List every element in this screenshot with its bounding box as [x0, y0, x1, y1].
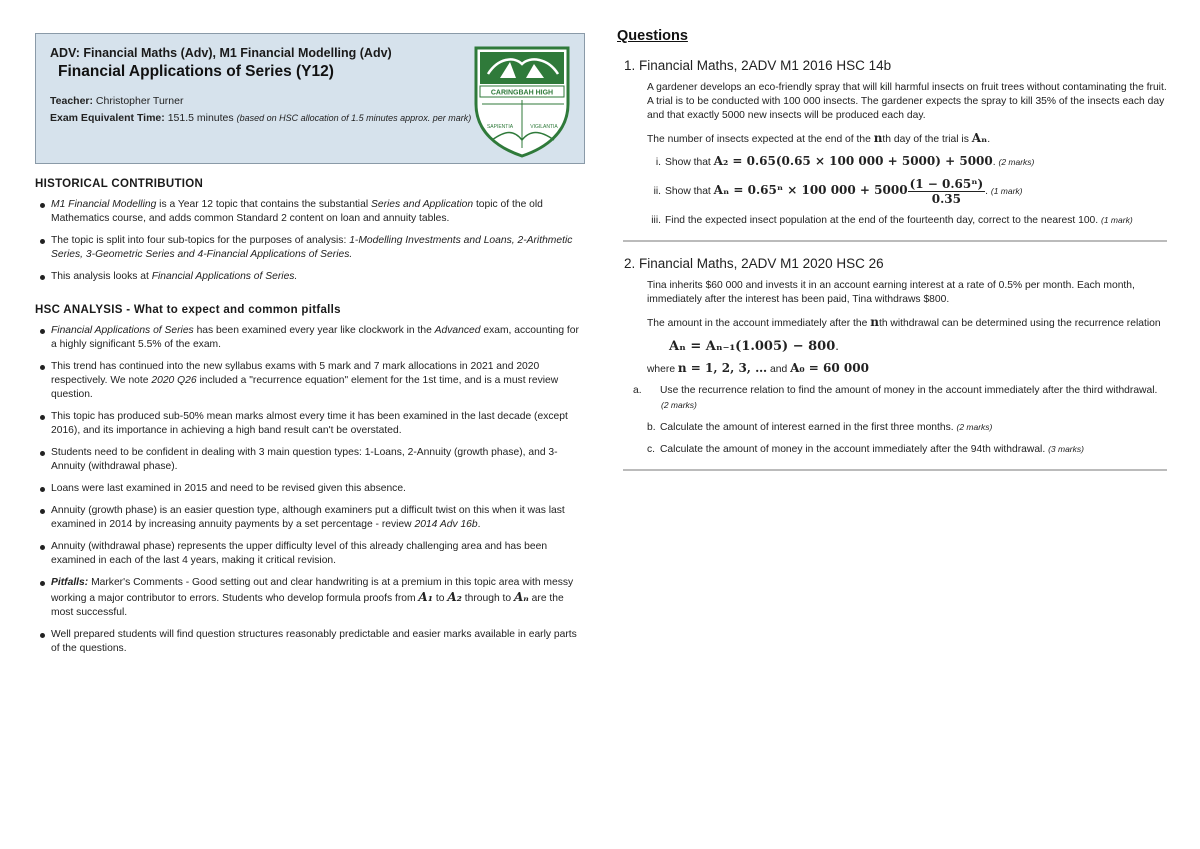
- q2-where: where n = 1, 2, 3, … and A₀ = 60 000: [647, 361, 869, 375]
- divider: [623, 240, 1167, 242]
- list-item: The topic is split into four sub-topics for the purposes of analysis: 1-Modelling Investments and Loans, 2-Arithmetic Series, 3-Geometric Series and 4-Financial Applications of Series.: [51, 234, 585, 262]
- q2-part-b: b. Calculate the amount of interest earned in the first three months. (2 marks): [647, 422, 993, 433]
- q1-definition: The number of insects expected at the end of the nth day of the trial is Aₙ.: [647, 131, 991, 145]
- header-box: [35, 33, 585, 164]
- exam-label: Exam Equivalent Time:: [50, 112, 165, 124]
- exam-value: 151.5 minutes: [167, 112, 234, 124]
- page-title: Financial Applications of Series (Y12): [58, 63, 334, 80]
- q2-recurrence: Aₙ = Aₙ₋₁(1.005) − 800.: [669, 338, 839, 354]
- question-1-title: 1. Financial Maths, 2ADV M1 2016 HSC 14b: [624, 58, 892, 73]
- list-item: Pitfalls: Marker's Comments - Good setting out and clear handwriting is at a premium in this topic area with messy working a major contributor to errors. Students who develop formula proofs from A₁ to A₂ through to Aₙ are the most successful.: [51, 576, 585, 620]
- left-column: [35, 33, 585, 664]
- crest-text: CARINGBAH HIGH: [490, 89, 554, 97]
- q1-part-ii: ii. Show that Aₙ = 0.65ⁿ × 100 000 + 5000 $\frac{\text{(1 − 0.65ⁿ)}}{0.35}$ . (1 mark): [653, 177, 1023, 206]
- list-item: Financial Applications of Series has been examined every year like clockwork in the Advanced exam, accounting for a highly significant 5.5% of the exam.: [51, 324, 585, 352]
- list-item: Well prepared students will find question structures reasonably predictable and easier marks available in early parts of the questions.: [51, 628, 585, 656]
- crest-motto-right: VIGILANTIA: [530, 124, 558, 130]
- question-1-body: [647, 81, 1167, 228]
- historical-list: [35, 198, 585, 284]
- q2-part-a: a. Use the recurrence relation to find the amount of money in the account immediately after the third withdrawal. (2 marks): [633, 385, 1158, 410]
- q1-part-i: i. Show that A₂ = 0.65(0.65 × 100 000 + 5000) + 5000. (2 marks): [655, 154, 1035, 168]
- teacher-label: Teacher:: [50, 95, 93, 107]
- list-item: This trend has continued into the new syllabus exams with 5 mark and 7 mark allocations in 2021 and 2020 respectively. We note 2020 Q26 included a "recurrence equation" element for the 1st time, and is a must review question.: [51, 360, 585, 402]
- exam-note: (based on HSC allocation of 1.5 minutes approx. per mark): [236, 113, 472, 123]
- q2-part-c: c. Calculate the amount of money in the account immediately after the 94th withdrawal. (3 marks): [647, 444, 1084, 455]
- list-item: This analysis looks at Financial Applications of Series.: [51, 270, 585, 284]
- list-item: Students need to be confident in dealing with 3 main question types: 1-Loans, 2-Annuity (growth phase), and 3-Annuity (withdrawal phase).: [51, 446, 585, 474]
- list-item: Loans were last examined in 2015 and need to be revised given this absence.: [51, 482, 585, 496]
- q1-part-iii: iii. Find the expected insect population at the end of the fourteenth day, correct to the nearest 100. (1 mark): [651, 215, 1133, 226]
- list-item: Annuity (growth phase) is an easier question type, although examiners put a difficult twist on this when it was last examined in 2014 by increasing annuity payments by a set percentage - review 2014 Adv 16b.: [51, 504, 585, 532]
- crest-motto-left: SAPIENTIA: [486, 124, 514, 130]
- analysis-heading: HSC ANALYSIS - What to expect and common pitfalls: [35, 304, 341, 316]
- analysis-list: [35, 324, 585, 656]
- divider: [623, 469, 1167, 471]
- teacher-name: Christopher Turner: [95, 95, 184, 107]
- school-crest-icon: [470, 44, 574, 158]
- exam-time-line: [50, 111, 490, 125]
- right-column: [617, 26, 1167, 471]
- q1-intro: A gardener develops an eco-friendly spray that will kill harmful insects on fruit trees without contaminating the fruit. A trial is to be conducted with 100 000 insects. The gardener expects the spray to kill 35% of the insects each day and that exactly 5000 new insects will be produced each day.: [647, 82, 1167, 121]
- q2-definition: The amount in the account immediately after the nth withdrawal can be determined using the recurrence relation: [647, 315, 1161, 329]
- questions-heading: Questions: [617, 28, 688, 44]
- question-2-title: 2. Financial Maths, 2ADV M1 2020 HSC 26: [624, 256, 884, 271]
- list-item: This topic has produced sub-50% mean marks almost every time it has been examined in the last decade (except 2016), and its importance in achieving a high band result can't be overstated.: [51, 410, 585, 438]
- list-item: M1 Financial Modelling is a Year 12 topic that contains the substantial Series and Application topic of the old Mathematics course, and adds common Standard 2 content on loan and annuity tables.: [51, 198, 585, 226]
- question-2-body: [633, 279, 1167, 457]
- course-line: ADV: Financial Maths (Adv), M1 Financial Modelling (Adv): [50, 46, 392, 60]
- historical-heading: HISTORICAL CONTRIBUTION: [35, 178, 204, 190]
- list-item: Annuity (withdrawal phase) represents the upper difficulty level of this already challenging area and has been examined in each of the last 4 years, making it critical revision.: [51, 540, 585, 568]
- q2-intro: Tina inherits $60 000 and invests it in an account earning interest at a rate of 0.5% per month. Each month, immediately after the interest has been paid, Tina withdraws $800.: [647, 280, 1135, 305]
